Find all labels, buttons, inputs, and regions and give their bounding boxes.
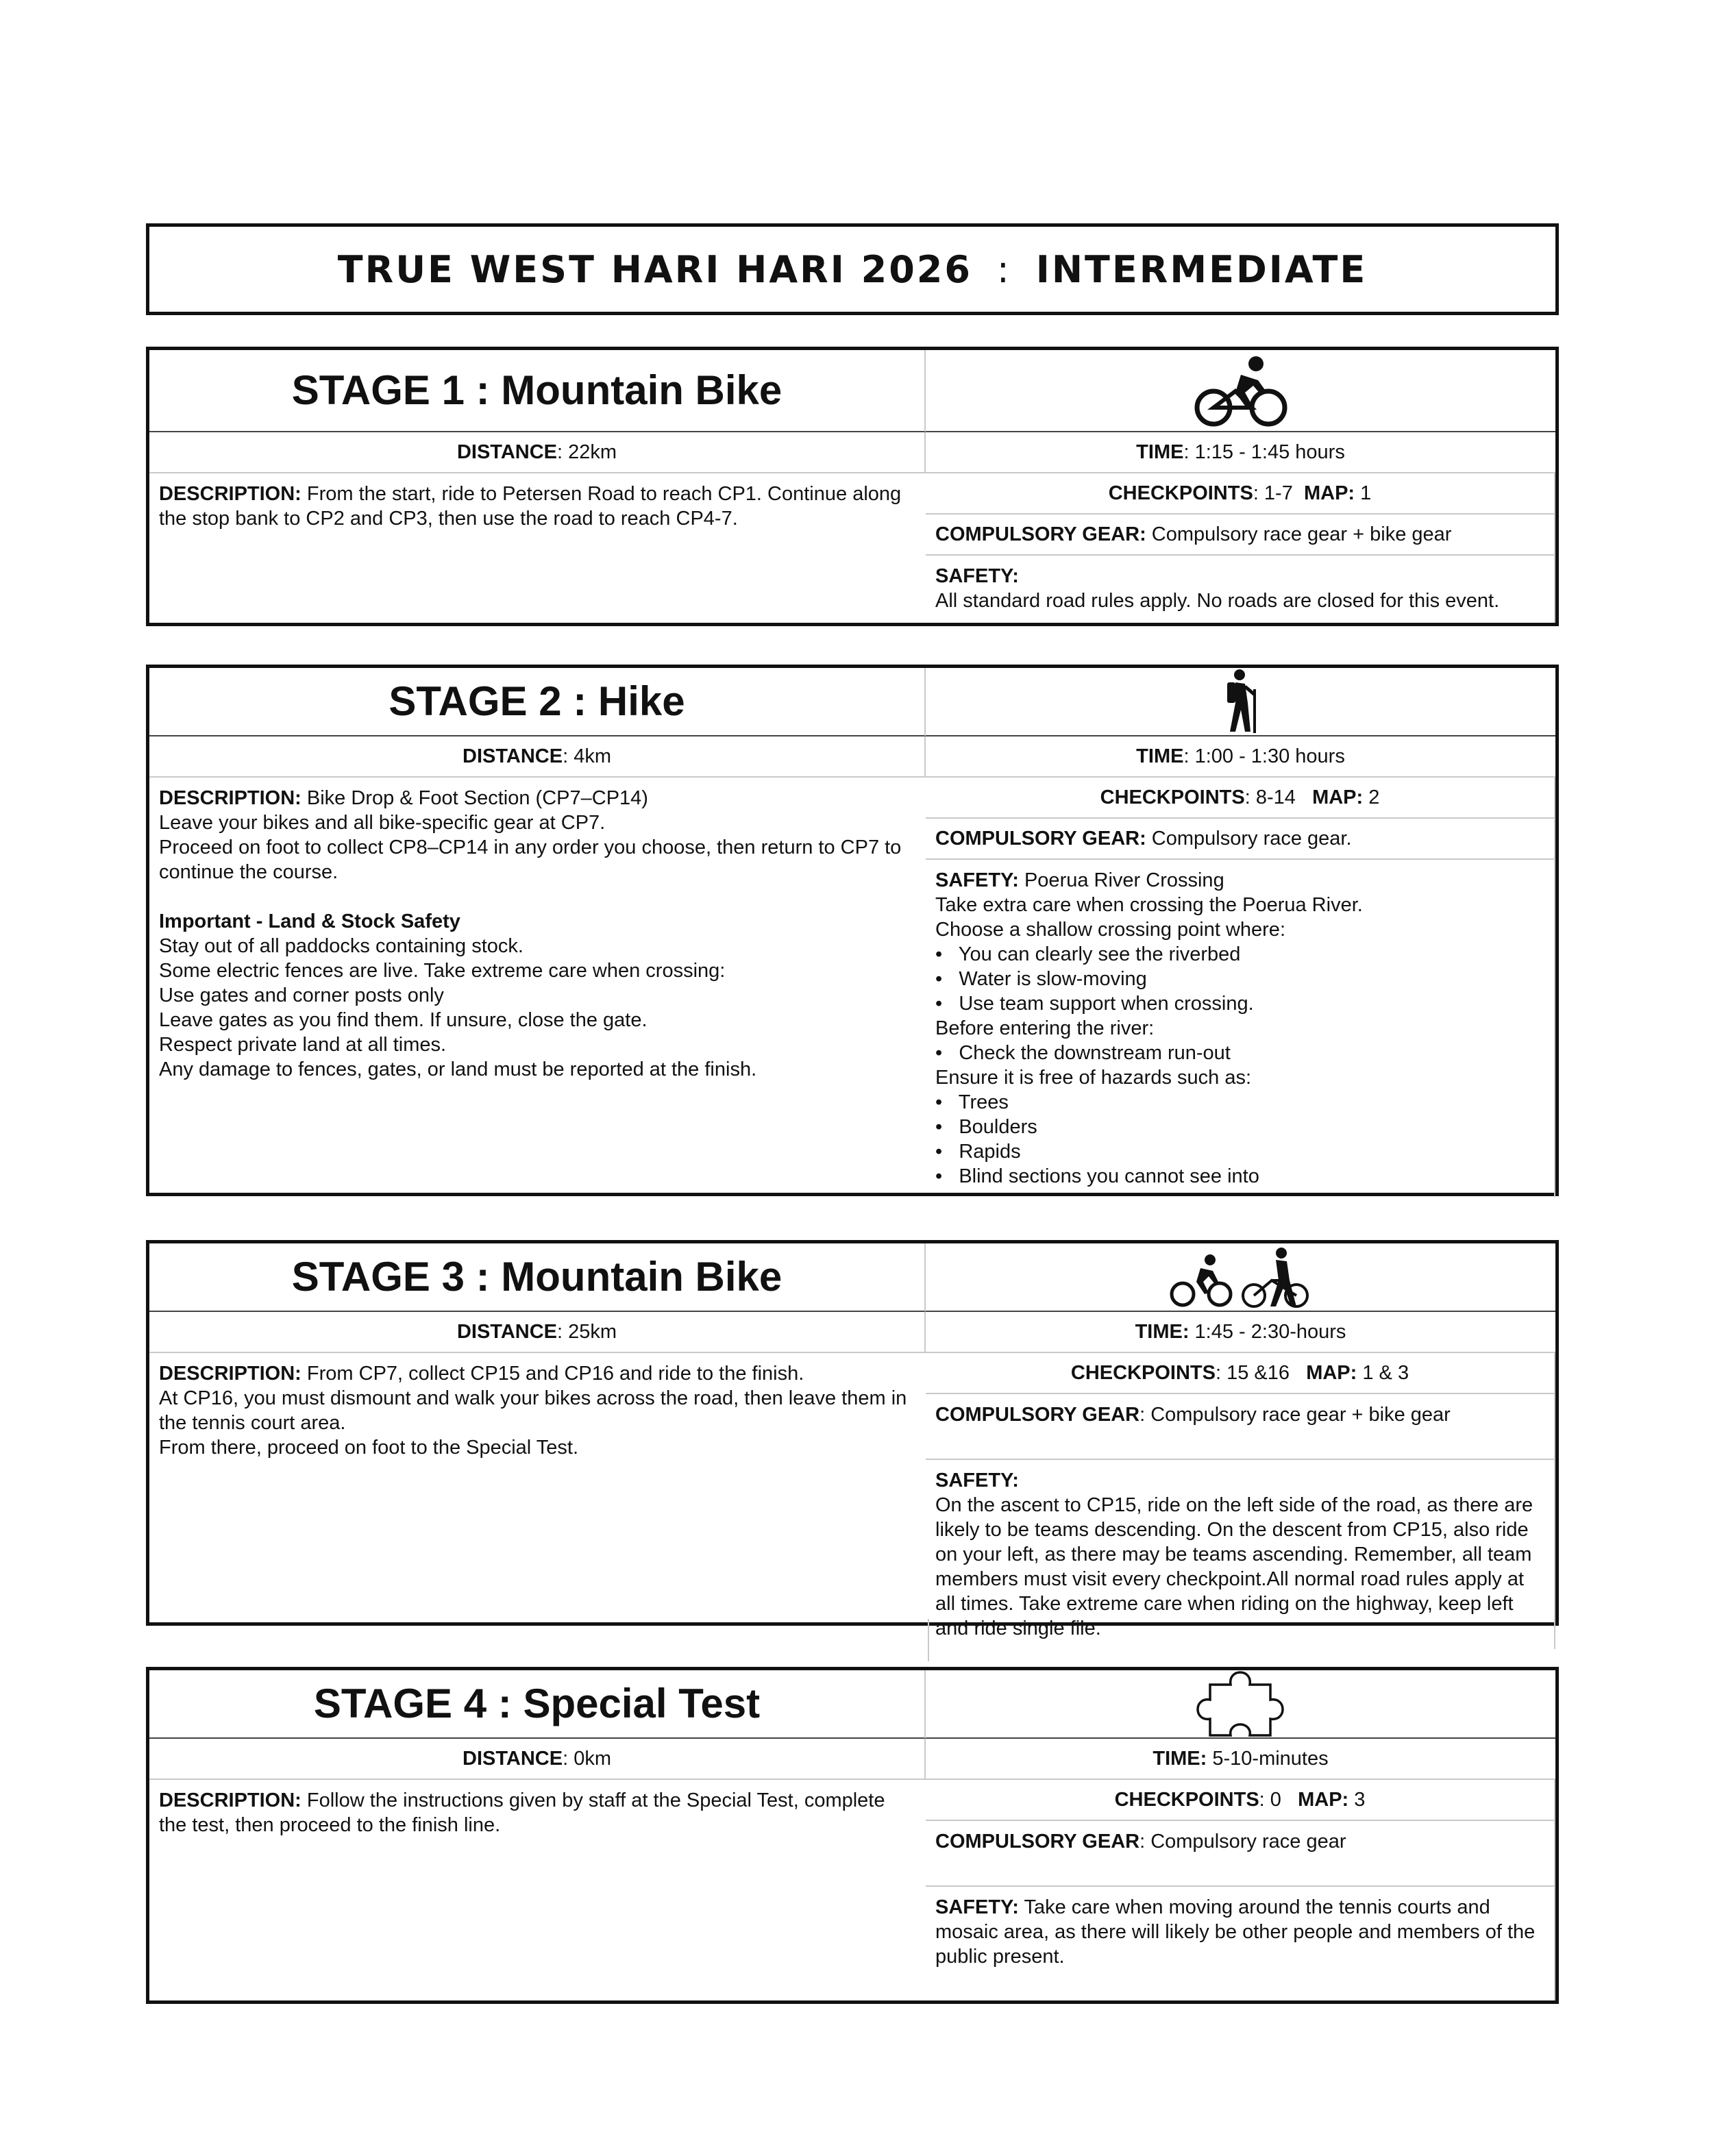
stage-2-checkpoints: CHECKPOINTS: 8-14 MAP: 2 xyxy=(926,778,1555,819)
stage-2-safety: SAFETY: Poerua River Crossing Take extra care when crossing the Poerua River. Choose a shallow crossing point where: • You can clearly see the riverbed • Water is slow-moving • Use team support when crossing. Before entering the river: • Check the downstream run-out Ensure it is free of hazards such as: • Trees • Boulders • Rapids • Blind sections you cannot see into xyxy=(926,860,1555,1197)
stage-2-time: TIME: 1:00 - 1:30 hours xyxy=(926,736,1555,778)
stage-2-distance: DISTANCE: 4km xyxy=(149,736,926,778)
stage-3-safety: SAFETY: On the ascent to CP15, ride on the left side of the road, as there are likely to be teams descending. On the descent from CP15, also ride on your left, as there may be teams ascending. Remember, all team members must visit every checkpoint.All normal road rules apply at all times. Take extreme care when riding on the highway, keep left and ride single file. xyxy=(926,1460,1555,1649)
stage-3-description: DESCRIPTION: From CP7, collect CP15 and CP16 and ride to the finish. At CP16, you must dismount and walk your bikes across the road, then leave them in the tennis court area. From there, proceed on foot to the Special Test. xyxy=(159,1363,913,1459)
stage-2-heading: STAGE 2 : Hike xyxy=(149,668,926,736)
stage-3-heading: STAGE 3 : Mountain Bike xyxy=(149,1243,926,1312)
stage-2-description: DESCRIPTION: Bike Drop & Foot Section (CP7–CP14) Leave your bikes and all bike-specific gear at CP7. Proceed on foot to collect CP8–CP14 in any order you choose, then return to CP7 to continue the course. Important - Land & Stock Safety Stay out of all paddocks containing stock. Some electric fences are live. Take extreme care when crossing: Use gates and corner posts only Leave gates as you find them. If unsure, close the gate. Respect private land at all times. Any damage to fences, gates, or land must be reported at the finish. xyxy=(159,787,907,1080)
stage-3-time: TIME: 1:45 - 2:30-hours xyxy=(926,1312,1555,1353)
stage-3-distance: DISTANCE: 25km xyxy=(149,1312,926,1353)
stage-4-table xyxy=(146,1667,1559,2004)
bike-and-walk-bike-icon xyxy=(926,1243,1555,1312)
stage-1-time: TIME: 1:15 - 1:45 hours xyxy=(926,432,1555,473)
stage-2-gear: COMPULSORY GEAR: Compulsory race gear. xyxy=(926,819,1555,860)
stage-3-gear: COMPULSORY GEAR: Compulsory race gear + bike gear xyxy=(926,1394,1555,1460)
stage-2-table xyxy=(146,665,1559,1196)
stage-4-distance: DISTANCE: 0km xyxy=(149,1739,926,1780)
stage-3-table xyxy=(146,1240,1559,1639)
hiker-icon xyxy=(926,668,1555,736)
table-divider xyxy=(928,1619,929,1661)
stage-1-checkpoints: CHECKPOINTS: 1-7 MAP: 1 xyxy=(926,473,1555,515)
stage-4-time: TIME: 5-10-minutes xyxy=(926,1739,1555,1780)
stage-1-heading: STAGE 1 : Mountain Bike xyxy=(149,350,926,432)
stage-1-distance: DISTANCE: 22km xyxy=(149,432,926,473)
mountain-bike-icon xyxy=(926,350,1555,432)
stage-1-table xyxy=(146,347,1559,626)
stage-4-description: DESCRIPTION: Follow the instructions given by staff at the Special Test, complete the test, then proceed to the finish line. xyxy=(159,1789,885,1836)
stage-1-safety: SAFETY: All standard road rules apply. No roads are closed for this event. xyxy=(926,556,1555,623)
title-separator: : xyxy=(996,247,1011,291)
stage-4-safety: SAFETY: Take care when moving around the tennis courts and mosaic area, as there will likely be other people and members of the public present. xyxy=(926,1887,1555,2000)
stage-1-description: DESCRIPTION: From the start, ride to Petersen Road to reach CP1. Continue along the stop bank to CP2 and CP3, then use the road to reach CP4-7. xyxy=(159,483,902,530)
stage-4-gear: COMPULSORY GEAR: Compulsory race gear xyxy=(926,1821,1555,1887)
stage-1-gear: COMPULSORY GEAR: Compulsory race gear + bike gear xyxy=(926,515,1555,556)
document-title xyxy=(146,223,1559,315)
stage-3-checkpoints: CHECKPOINTS: 15 &16 MAP: 1 & 3 xyxy=(926,1353,1555,1394)
stage-4-checkpoints: CHECKPOINTS: 0 MAP: 3 xyxy=(926,1780,1555,1821)
event-level: INTERMEDIATE xyxy=(1035,247,1368,291)
event-name: TRUE WEST HARI HARI 2026 xyxy=(337,247,972,291)
puzzle-piece-icon xyxy=(926,1670,1555,1739)
stage-4-heading: STAGE 4 : Special Test xyxy=(149,1670,926,1739)
